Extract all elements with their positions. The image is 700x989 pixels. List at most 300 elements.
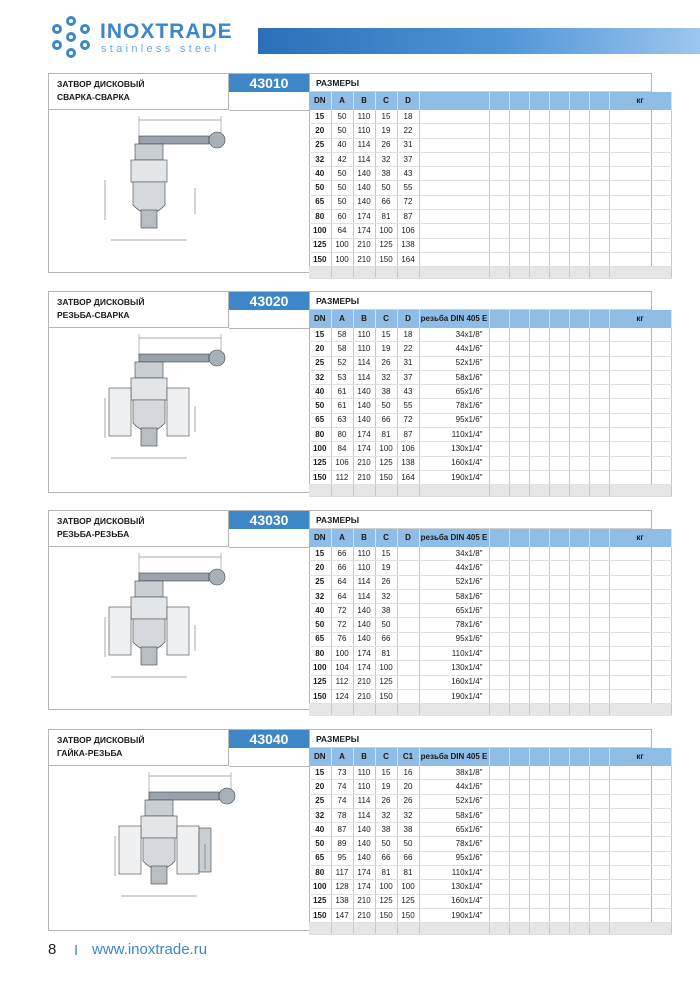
column-header: C1 xyxy=(397,748,419,766)
table-cell xyxy=(569,647,589,661)
table-cell xyxy=(529,618,549,632)
table-cell: 147 xyxy=(331,908,353,922)
table-cell xyxy=(509,561,529,575)
table-cell: 66 xyxy=(331,547,353,561)
column-header: B xyxy=(353,310,375,328)
table-cell xyxy=(569,866,589,880)
table-cell xyxy=(549,442,569,456)
table-cell xyxy=(419,252,489,266)
table-cell xyxy=(609,370,671,384)
table-cell xyxy=(529,470,549,484)
valve-drawing xyxy=(49,110,309,270)
table-row xyxy=(309,823,671,837)
table-cell xyxy=(589,880,609,894)
table-cell xyxy=(529,167,549,181)
table-row xyxy=(309,442,671,456)
column-header: D xyxy=(397,92,419,110)
table-cell xyxy=(509,370,529,384)
sizes-label: РАЗМЕРЫ xyxy=(309,292,651,310)
table-row-blank xyxy=(309,267,671,279)
table-cell xyxy=(609,851,671,865)
table-row-blank xyxy=(309,923,671,935)
table-cell xyxy=(529,110,549,124)
table-row xyxy=(309,661,671,675)
table-cell: 20 xyxy=(309,342,331,356)
table-cell: 114 xyxy=(353,794,375,808)
table-cell: 174 xyxy=(353,442,375,456)
table-cell xyxy=(489,456,509,470)
table-cell: 125 xyxy=(397,894,419,908)
table-cell xyxy=(569,794,589,808)
table-cell xyxy=(589,866,609,880)
table-cell xyxy=(529,370,549,384)
table-row xyxy=(309,167,671,181)
table-cell xyxy=(549,604,569,618)
table-cell: 87 xyxy=(397,428,419,442)
table-cell xyxy=(489,252,509,266)
table-cell xyxy=(569,485,589,497)
table-cell xyxy=(609,195,671,209)
table-cell: 95x1/6" xyxy=(419,632,489,646)
table-cell xyxy=(489,575,509,589)
table-cell: 40 xyxy=(309,167,331,181)
table-cell: 32 xyxy=(397,808,419,822)
table-cell xyxy=(589,224,609,238)
table-cell: 114 xyxy=(353,356,375,370)
table-cell: 38 xyxy=(375,823,397,837)
table-cell xyxy=(549,328,569,342)
table-cell xyxy=(529,766,549,780)
table-cell xyxy=(529,252,549,266)
column-header xyxy=(549,310,569,328)
table-cell xyxy=(589,589,609,603)
column-header: резьба DIN 405 E xyxy=(419,310,489,328)
table-cell xyxy=(529,604,549,618)
table-cell xyxy=(569,908,589,922)
table-cell: 26 xyxy=(397,794,419,808)
table-cell xyxy=(489,675,509,689)
table-cell xyxy=(569,780,589,794)
table-cell: 40 xyxy=(309,385,331,399)
table-cell xyxy=(589,894,609,908)
table-cell: 110 xyxy=(353,124,375,138)
table-cell xyxy=(589,808,609,822)
table-cell: 38 xyxy=(397,823,419,837)
column-header: DN xyxy=(309,748,331,766)
table-cell xyxy=(609,808,671,822)
table-cell xyxy=(609,689,671,703)
table-cell xyxy=(489,342,509,356)
table-cell: 114 xyxy=(353,152,375,166)
table-cell xyxy=(529,923,549,935)
column-header xyxy=(589,92,609,110)
table-cell: 15 xyxy=(375,547,397,561)
table-cell xyxy=(609,794,671,808)
table-cell xyxy=(509,485,529,497)
table-row xyxy=(309,604,671,618)
table-cell xyxy=(609,618,671,632)
table-cell: 174 xyxy=(353,880,375,894)
column-header: D xyxy=(397,310,419,328)
table-cell: 140 xyxy=(353,385,375,399)
table-cell xyxy=(569,675,589,689)
table-cell: 22 xyxy=(397,342,419,356)
table-cell xyxy=(609,675,671,689)
table-cell xyxy=(529,823,549,837)
table-cell xyxy=(609,766,671,780)
table-cell xyxy=(589,124,609,138)
column-header xyxy=(509,310,529,328)
table-cell: 65 xyxy=(309,851,331,865)
table-cell xyxy=(529,894,549,908)
table-cell: 50 xyxy=(331,195,353,209)
table-cell: 38 xyxy=(375,167,397,181)
table-cell: 43 xyxy=(397,167,419,181)
table-row xyxy=(309,866,671,880)
table-cell xyxy=(609,470,671,484)
table-cell xyxy=(609,167,671,181)
table-cell xyxy=(589,485,609,497)
table-cell: 20 xyxy=(309,780,331,794)
table-cell xyxy=(509,342,529,356)
table-cell: 50 xyxy=(375,618,397,632)
table-cell: 174 xyxy=(353,647,375,661)
table-cell xyxy=(549,399,569,413)
sizes-label: РАЗМЕРЫ xyxy=(309,74,651,92)
drawing-panel xyxy=(49,328,310,492)
table-row xyxy=(309,689,671,703)
table-cell xyxy=(489,413,509,427)
column-header xyxy=(509,529,529,547)
table-cell: 174 xyxy=(353,210,375,224)
table-cell xyxy=(489,632,509,646)
table-cell xyxy=(549,575,569,589)
table-cell: 150 xyxy=(375,470,397,484)
column-header: DN xyxy=(309,310,331,328)
table-cell: 66 xyxy=(375,195,397,209)
table-cell: 15 xyxy=(375,766,397,780)
table-cell xyxy=(397,547,419,561)
column-header xyxy=(529,310,549,328)
table-cell xyxy=(509,808,529,822)
column-header xyxy=(529,529,549,547)
drawing-panel xyxy=(49,110,310,272)
table-cell xyxy=(331,704,353,716)
table-cell xyxy=(549,110,569,124)
table-cell: 66 xyxy=(397,851,419,865)
table-cell xyxy=(589,823,609,837)
table-cell: 25 xyxy=(309,356,331,370)
code-spacer xyxy=(229,748,309,767)
table-cell: 65x1/6" xyxy=(419,604,489,618)
table-cell xyxy=(609,356,671,370)
table-cell xyxy=(529,794,549,808)
table-cell: 95x1/6" xyxy=(419,413,489,427)
table-cell: 100 xyxy=(309,880,331,894)
table-cell: 50 xyxy=(309,181,331,195)
table-cell: 66 xyxy=(331,561,353,575)
product-title-line2: РЕЗЬБА-РЕЗЬБА xyxy=(57,529,130,539)
table-cell: 72 xyxy=(397,195,419,209)
table-cell xyxy=(489,370,509,384)
table-cell: 37 xyxy=(397,370,419,384)
table-cell: 106 xyxy=(397,224,419,238)
column-header: C xyxy=(375,310,397,328)
table-cell xyxy=(609,780,671,794)
table-cell: 58x1/6" xyxy=(419,589,489,603)
table-cell: 110 xyxy=(353,328,375,342)
table-cell: 140 xyxy=(353,837,375,851)
table-cell xyxy=(509,894,529,908)
table-cell xyxy=(609,866,671,880)
table-cell xyxy=(609,704,671,716)
table-cell: 19 xyxy=(375,342,397,356)
table-cell xyxy=(489,167,509,181)
table-cell xyxy=(589,561,609,575)
dimensions-table xyxy=(309,748,672,935)
table-cell xyxy=(509,837,529,851)
table-cell xyxy=(609,880,671,894)
table-cell: 140 xyxy=(353,604,375,618)
table-cell xyxy=(609,110,671,124)
table-cell: 42 xyxy=(331,152,353,166)
table-row xyxy=(309,808,671,822)
table-row xyxy=(309,110,671,124)
table-cell xyxy=(419,704,489,716)
table-cell: 32 xyxy=(309,589,331,603)
table-cell: 210 xyxy=(353,470,375,484)
table-cell: 64 xyxy=(331,575,353,589)
table-cell xyxy=(309,704,331,716)
product-title-line2: ГАЙКА-РЕЗЬБА xyxy=(57,748,123,758)
table-cell xyxy=(589,413,609,427)
table-cell: 160x1/4" xyxy=(419,456,489,470)
column-header: A xyxy=(331,748,353,766)
table-row xyxy=(309,589,671,603)
table-cell: 32 xyxy=(375,589,397,603)
table-cell: 22 xyxy=(397,124,419,138)
table-cell xyxy=(609,589,671,603)
table-cell xyxy=(509,618,529,632)
table-cell xyxy=(569,823,589,837)
table-cell: 140 xyxy=(353,413,375,427)
table-cell xyxy=(489,138,509,152)
table-cell: 38 xyxy=(375,604,397,618)
table-cell: 50 xyxy=(331,124,353,138)
table-cell: 40 xyxy=(309,604,331,618)
table-cell: 50 xyxy=(375,837,397,851)
table-cell: 25 xyxy=(309,138,331,152)
table-cell xyxy=(569,704,589,716)
table-cell xyxy=(529,866,549,880)
table-cell: 125 xyxy=(309,456,331,470)
table-cell xyxy=(509,385,529,399)
table-cell xyxy=(569,808,589,822)
table-cell xyxy=(419,152,489,166)
table-cell xyxy=(569,195,589,209)
table-cell: 50 xyxy=(331,110,353,124)
column-header xyxy=(489,748,509,766)
table-cell: 44x1/6" xyxy=(419,342,489,356)
table-cell: 130x1/4" xyxy=(419,661,489,675)
table-cell: 174 xyxy=(353,661,375,675)
table-row xyxy=(309,632,671,646)
table-cell xyxy=(509,456,529,470)
table-row xyxy=(309,618,671,632)
table-cell xyxy=(569,167,589,181)
table-cell xyxy=(609,894,671,908)
column-header: A xyxy=(331,310,353,328)
table-cell xyxy=(609,138,671,152)
table-cell: 140 xyxy=(353,618,375,632)
table-cell: 58x1/6" xyxy=(419,370,489,384)
table-cell: 15 xyxy=(309,110,331,124)
table-cell xyxy=(509,442,529,456)
table-row xyxy=(309,152,671,166)
table-cell xyxy=(509,823,529,837)
table-cell xyxy=(509,880,529,894)
table-cell xyxy=(609,238,671,252)
table-cell xyxy=(609,252,671,266)
table-cell: 124 xyxy=(331,689,353,703)
table-cell: 80 xyxy=(309,428,331,442)
table-cell xyxy=(509,632,529,646)
table-cell xyxy=(589,780,609,794)
table-cell xyxy=(609,428,671,442)
column-header xyxy=(569,748,589,766)
code-spacer xyxy=(229,529,309,548)
table-cell: 125 xyxy=(375,238,397,252)
table-cell xyxy=(419,167,489,181)
table-cell xyxy=(569,110,589,124)
table-cell xyxy=(549,210,569,224)
table-cell xyxy=(569,442,589,456)
table-row xyxy=(309,195,671,209)
table-cell xyxy=(529,689,549,703)
table-cell xyxy=(549,356,569,370)
table-cell xyxy=(529,328,549,342)
table-cell: 65 xyxy=(309,632,331,646)
table-cell xyxy=(569,252,589,266)
table-cell xyxy=(489,470,509,484)
table-cell xyxy=(589,632,609,646)
table-cell xyxy=(509,267,529,279)
column-header xyxy=(589,310,609,328)
table-cell xyxy=(529,224,549,238)
table-cell: 26 xyxy=(375,138,397,152)
table-cell xyxy=(509,399,529,413)
table-cell xyxy=(529,808,549,822)
table-cell xyxy=(489,808,509,822)
table-cell xyxy=(331,923,353,935)
table-cell xyxy=(529,413,549,427)
table-cell xyxy=(489,210,509,224)
table-cell xyxy=(549,413,569,427)
table-row xyxy=(309,547,671,561)
table-row xyxy=(309,124,671,138)
table-cell: 15 xyxy=(309,328,331,342)
table-cell xyxy=(609,632,671,646)
table-cell: 160x1/4" xyxy=(419,894,489,908)
table-cell xyxy=(529,342,549,356)
table-cell: 100 xyxy=(397,880,419,894)
table-cell: 50 xyxy=(397,837,419,851)
table-cell: 87 xyxy=(331,823,353,837)
table-cell xyxy=(589,356,609,370)
table-cell: 52x1/6" xyxy=(419,356,489,370)
table-cell xyxy=(509,794,529,808)
table-cell: 78x1/6" xyxy=(419,837,489,851)
table-row xyxy=(309,880,671,894)
column-header: DN xyxy=(309,92,331,110)
table-cell: 210 xyxy=(353,238,375,252)
column-header xyxy=(509,92,529,110)
table-cell: 174 xyxy=(353,428,375,442)
table-cell: 50 xyxy=(331,167,353,181)
table-cell xyxy=(419,238,489,252)
table-cell: 26 xyxy=(375,794,397,808)
product-block xyxy=(48,510,652,710)
table-cell: 37 xyxy=(397,152,419,166)
column-header xyxy=(569,310,589,328)
table-cell: 114 xyxy=(353,589,375,603)
table-cell: 104 xyxy=(331,661,353,675)
table-cell xyxy=(569,880,589,894)
table-cell xyxy=(509,428,529,442)
column-header: C xyxy=(375,748,397,766)
table-row xyxy=(309,561,671,575)
table-cell: 125 xyxy=(375,456,397,470)
code-spacer xyxy=(229,310,309,329)
dimensions-table xyxy=(309,310,672,497)
table-cell: 15 xyxy=(375,328,397,342)
table-cell xyxy=(589,647,609,661)
website-link[interactable]: www.inoxtrade.ru xyxy=(92,941,208,958)
product-code: 43010 xyxy=(229,74,309,92)
table-cell: 150 xyxy=(309,252,331,266)
table-cell xyxy=(609,561,671,575)
table-cell xyxy=(489,385,509,399)
table-cell: 65 xyxy=(309,413,331,427)
table-cell: 31 xyxy=(397,356,419,370)
table-cell xyxy=(549,632,569,646)
table-cell xyxy=(589,470,609,484)
table-cell xyxy=(589,661,609,675)
table-cell xyxy=(569,689,589,703)
table-row xyxy=(309,238,671,252)
table-cell: 100 xyxy=(331,238,353,252)
table-cell xyxy=(589,370,609,384)
table-cell: 130x1/4" xyxy=(419,442,489,456)
table-cell xyxy=(609,124,671,138)
product-code: 43020 xyxy=(229,292,309,310)
table-row xyxy=(309,575,671,589)
table-cell xyxy=(529,210,549,224)
table-cell xyxy=(397,618,419,632)
column-header: B xyxy=(353,529,375,547)
table-cell xyxy=(529,442,549,456)
table-cell: 58 xyxy=(331,328,353,342)
table-cell xyxy=(589,547,609,561)
table-cell: 40 xyxy=(331,138,353,152)
product-code: 43040 xyxy=(229,730,309,748)
table-cell xyxy=(489,485,509,497)
table-cell xyxy=(419,923,489,935)
table-cell xyxy=(509,356,529,370)
column-header xyxy=(489,92,509,110)
table-cell xyxy=(489,894,509,908)
table-cell xyxy=(529,661,549,675)
